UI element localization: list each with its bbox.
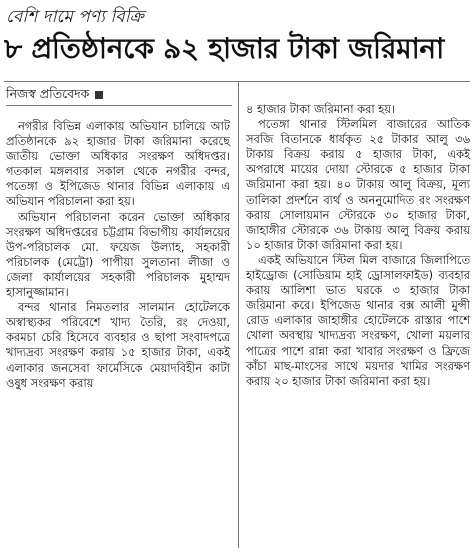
byline-text: নিজস্ব প্রতিবেদক [6,86,90,101]
article-column-right [246,102,470,389]
article-column-left [6,119,230,391]
column-divider [238,82,239,548]
paragraph: ৪ হাজার টাকা জরিমানা করা হয়। [246,102,396,116]
byline-divider [6,105,232,106]
paragraph: একই অভিযানে স্টিল মিল বাজারে জিলাপিতে হাইড্রোজ (সোডিয়াম হাই ড্রোসালফাইড) ব্যবহার করায় আলিশা ভাত ঘরকে ৩ হাজার টাকা জরিমানা করে। ইপিজেড থানার বক্স আলী মুন্সী রোড এলাকার জাহাঙ্গীর হোটেলকে রাস্তার পাশে খোলা অবস্থায় খাদ্যদ্রব্য সংরক্ষণ, খোলা ময়লার পাত্রের পাশে রান্না করা খাবার সংরক্ষণ ও ফ্রিজে কাঁচা মাছ-মাংসের সাথে ময়দার খামির সংরক্ষণ করায় ২০ হাজার টাকা জরিমানা করা হয়। [246,252,470,388]
article-kicker: বেশি দামে পণ্য বিক্রি [6,7,144,27]
byline-square-icon [95,91,103,99]
article-headline: ৮ প্রতিষ্ঠানকে ৯২ হাজার টাকা জরিমানা [4,32,444,65]
paragraph: বন্দর থানার নিমতলার সালমান হোটেলকে অস্বাস্থ্যকর পরিবেশে খাদ্য তৈরি, রং দেওয়া, করমচা চেরি হিসেবে ব্যবহার ও ছাপা সংবাদপত্রে খাদ্যদ্রব্য সংরক্ষণ করায় ১৫ হাজার টাকা, একই এলাকার জনসেবা ফার্মেসিকে মেয়াদবিহীন কাটা ওষুধ সংরক্ষণ করায় [6,300,230,390]
header-divider [4,81,470,82]
paragraph: নগরীর বিভিন্ন এলাকায় অভিযান চালিয়ে আট প্রতিষ্ঠানকে ৯২ হাজার টাকা জরিমানা করেছে জাতীয় ভোক্তা অধিকার সংরক্ষণ অধিদপ্তর। গতকাল মঙ্গলবার সকাল থেকে নগরীর বন্দর, পতেঙ্গা ও ইপিজেড থানার বিভিন্ন এলাকায় এ অভিযান পরিচালনা করা হয়। [6,119,230,209]
byline [6,86,103,106]
paragraph: পতেঙ্গা থানার স্টিলমিল বাজারের আতিক সবজি বিতানকে ধার্যকৃত ২৫ টাকার আলু ৩৬ টাকায় বিক্রয় করায় ৫ হাজার টাকা, একই অপরাধে মায়ের দোয়া স্টোরকে ৫ হাজার টাকা জরিমানা করা হয়। ৪০ টাকায় আলু বিক্রয়, মূল্য তালিকা প্রদর্শনে ব্যর্থ ও অননুমোদিত রং সংরক্ষণ করায় সোলায়মান স্টোরকে ৩০ হাজার টাকা, জাহাঙ্গীর স্টোরকে ৩৬ টাকায় আলু বিক্রয় করায় ১০ হাজার টাকা জরিমানা করা হয়। [246,117,470,252]
paragraph: অভিযান পরিচালনা করেন ভোক্তা অধিকার সংরক্ষণ অধিদপ্তরের চট্টগ্রাম বিভাগীয় কার্যালয়ের উপ-পরিচালক মো. ফয়েজ উল্যাহ, সহকারী পরিচালক (মেট্রো) পাপীয়া সুলতানা লীজা ও জেলা কার্যালয়ের সহকারী পরিচালক মুহাম্মদ হাসানুজ্জামান। [6,209,230,300]
